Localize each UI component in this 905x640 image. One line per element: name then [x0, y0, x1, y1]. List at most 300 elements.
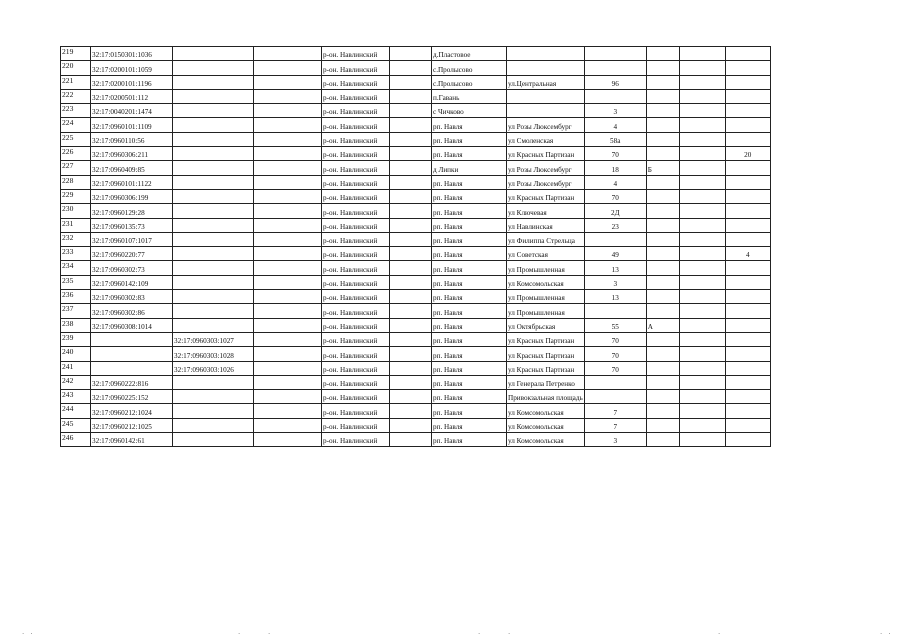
house-number-cell	[584, 375, 646, 389]
empty-cell	[679, 61, 725, 75]
district-cell: р-он. Навлинский	[322, 161, 390, 175]
extra-number-cell	[725, 332, 770, 346]
row-number: 224	[61, 118, 91, 132]
empty-cell	[679, 247, 725, 261]
empty-cell	[254, 118, 322, 132]
empty-cell	[254, 433, 322, 447]
cadastral-number	[91, 361, 173, 375]
locality-cell: с.Пролысово	[432, 75, 507, 89]
table-row	[61, 218, 771, 232]
empty-cell	[390, 161, 432, 175]
row-number: 222	[61, 89, 91, 103]
table-row	[61, 104, 771, 118]
address-register-table	[60, 46, 771, 447]
empty-cell	[254, 147, 322, 161]
row-number: 242	[61, 375, 91, 389]
cadastral-number: 32:17:0040201:1474	[91, 104, 173, 118]
empty-cell	[390, 390, 432, 404]
cadastral-number-secondary	[173, 175, 254, 189]
table-row	[61, 232, 771, 246]
locality-cell: рп. Навля	[432, 204, 507, 218]
extra-number-cell	[725, 118, 770, 132]
letter-cell	[646, 47, 679, 61]
extra-number-cell	[725, 375, 770, 389]
empty-cell	[254, 418, 322, 432]
row-number: 221	[61, 75, 91, 89]
extra-number-cell	[725, 433, 770, 447]
empty-cell	[679, 261, 725, 275]
empty-cell	[254, 404, 322, 418]
empty-cell	[679, 332, 725, 346]
empty-cell	[254, 375, 322, 389]
letter-cell	[646, 75, 679, 89]
district-cell: р-он. Навлинский	[322, 47, 390, 61]
letter-cell: Б	[646, 161, 679, 175]
empty-cell	[254, 390, 322, 404]
locality-cell: д Липки	[432, 161, 507, 175]
empty-cell	[390, 247, 432, 261]
house-number-cell	[584, 47, 646, 61]
empty-cell	[390, 361, 432, 375]
extra-number-cell	[725, 261, 770, 275]
street-cell: ул Навлинская	[507, 218, 585, 232]
table-row	[61, 189, 771, 203]
cadastral-number-secondary	[173, 161, 254, 175]
street-cell: ул Комсомольская	[507, 404, 585, 418]
extra-number-cell	[725, 104, 770, 118]
empty-cell	[390, 375, 432, 389]
district-cell: р-он. Навлинский	[322, 433, 390, 447]
district-cell: р-он. Навлинский	[322, 404, 390, 418]
house-number-cell: 3	[584, 433, 646, 447]
row-number: 237	[61, 304, 91, 318]
district-cell: р-он. Навлинский	[322, 375, 390, 389]
cadastral-number: 32:17:0960212:1025	[91, 418, 173, 432]
empty-cell	[390, 332, 432, 346]
street-cell: ул Красных Партизан	[507, 347, 585, 361]
empty-cell	[679, 347, 725, 361]
table-row	[61, 47, 771, 61]
locality-cell: рп. Навля	[432, 375, 507, 389]
empty-cell	[254, 232, 322, 246]
cadastral-number: 32:17:0960308:1014	[91, 318, 173, 332]
empty-cell	[679, 418, 725, 432]
table-row	[61, 147, 771, 161]
street-cell	[507, 61, 585, 75]
street-cell: ул Розы Люксембург	[507, 118, 585, 132]
empty-cell	[254, 104, 322, 118]
extra-number-cell	[725, 418, 770, 432]
cadastral-number-secondary	[173, 290, 254, 304]
empty-cell	[254, 347, 322, 361]
cadastral-number: 32:17:0960212:1024	[91, 404, 173, 418]
cadastral-number-secondary	[173, 275, 254, 289]
empty-cell	[254, 361, 322, 375]
locality-cell: рп. Навля	[432, 390, 507, 404]
locality-cell: д.Пластовое	[432, 47, 507, 61]
district-cell: р-он. Навлинский	[322, 175, 390, 189]
house-number-cell: 3	[584, 275, 646, 289]
cadastral-number-secondary	[173, 132, 254, 146]
district-cell: р-он. Навлинский	[322, 132, 390, 146]
letter-cell	[646, 347, 679, 361]
table-row	[61, 161, 771, 175]
table-row	[61, 375, 771, 389]
row-number: 246	[61, 433, 91, 447]
extra-number-cell: 4	[725, 247, 770, 261]
row-number: 241	[61, 361, 91, 375]
house-number-cell: 70	[584, 189, 646, 203]
extra-number-cell	[725, 175, 770, 189]
cadastral-number-secondary	[173, 61, 254, 75]
letter-cell	[646, 275, 679, 289]
locality-cell: рп. Навля	[432, 361, 507, 375]
empty-cell	[390, 147, 432, 161]
cadastral-number: 32:17:0960302:73	[91, 261, 173, 275]
table-body	[61, 47, 771, 447]
district-cell: р-он. Навлинский	[322, 290, 390, 304]
empty-cell	[254, 47, 322, 61]
empty-cell	[254, 204, 322, 218]
empty-cell	[679, 275, 725, 289]
letter-cell: А	[646, 318, 679, 332]
street-cell: ул.Центральная	[507, 75, 585, 89]
table-row	[61, 390, 771, 404]
extra-number-cell	[725, 89, 770, 103]
table-row	[61, 304, 771, 318]
locality-cell: рп. Навля	[432, 132, 507, 146]
empty-cell	[254, 332, 322, 346]
cadastral-number-secondary	[173, 204, 254, 218]
empty-cell	[679, 189, 725, 203]
cadastral-number-secondary	[173, 318, 254, 332]
row-number: 223	[61, 104, 91, 118]
letter-cell	[646, 204, 679, 218]
locality-cell: рп. Навля	[432, 332, 507, 346]
empty-cell	[254, 275, 322, 289]
house-number-cell: 7	[584, 404, 646, 418]
extra-number-cell	[725, 204, 770, 218]
street-cell: ул Промышленная	[507, 261, 585, 275]
street-cell: ул Советская	[507, 247, 585, 261]
empty-cell	[679, 218, 725, 232]
house-number-cell: 70	[584, 332, 646, 346]
letter-cell	[646, 232, 679, 246]
cadastral-number-secondary: 32:17:0960303:1026	[173, 361, 254, 375]
extra-number-cell	[725, 218, 770, 232]
cadastral-number: 32:17:0960306:211	[91, 147, 173, 161]
empty-cell	[679, 161, 725, 175]
empty-cell	[254, 189, 322, 203]
empty-cell	[390, 304, 432, 318]
street-cell: ул Смоленская	[507, 132, 585, 146]
extra-number-cell	[725, 404, 770, 418]
house-number-cell: 23	[584, 218, 646, 232]
empty-cell	[679, 89, 725, 103]
locality-cell: рп. Навля	[432, 218, 507, 232]
empty-cell	[679, 304, 725, 318]
street-cell: ул Комсомольская	[507, 433, 585, 447]
district-cell: р-он. Навлинский	[322, 247, 390, 261]
extra-number-cell	[725, 275, 770, 289]
empty-cell	[679, 318, 725, 332]
street-cell: ул Промышленная	[507, 290, 585, 304]
row-number: 220	[61, 61, 91, 75]
letter-cell	[646, 418, 679, 432]
house-number-cell	[584, 232, 646, 246]
letter-cell	[646, 304, 679, 318]
street-cell: ул Филиппа Стрельца	[507, 232, 585, 246]
cadastral-number: 32:17:0960222:816	[91, 375, 173, 389]
district-cell: р-он. Навлинский	[322, 347, 390, 361]
locality-cell: рп. Навля	[432, 175, 507, 189]
district-cell: р-он. Навлинский	[322, 204, 390, 218]
house-number-cell	[584, 61, 646, 75]
house-number-cell: 13	[584, 290, 646, 304]
empty-cell	[390, 89, 432, 103]
district-cell: р-он. Навлинский	[322, 275, 390, 289]
empty-cell	[390, 132, 432, 146]
empty-cell	[254, 89, 322, 103]
empty-cell	[679, 47, 725, 61]
district-cell: р-он. Навлинский	[322, 261, 390, 275]
locality-cell: рп. Навля	[432, 261, 507, 275]
house-number-cell: 70	[584, 147, 646, 161]
cadastral-number-secondary: 32:17:0960303:1028	[173, 347, 254, 361]
cadastral-number: 32:17:0960225:152	[91, 390, 173, 404]
house-number-cell: 4	[584, 175, 646, 189]
table-row	[61, 261, 771, 275]
table-row	[61, 290, 771, 304]
house-number-cell: 58а	[584, 132, 646, 146]
letter-cell	[646, 390, 679, 404]
empty-cell	[390, 75, 432, 89]
cadastral-number-secondary	[173, 404, 254, 418]
locality-cell: рп. Навля	[432, 147, 507, 161]
locality-cell: рп. Навля	[432, 304, 507, 318]
row-number: 225	[61, 132, 91, 146]
row-number: 232	[61, 232, 91, 246]
letter-cell	[646, 118, 679, 132]
district-cell: р-он. Навлинский	[322, 118, 390, 132]
empty-cell	[679, 204, 725, 218]
row-number: 226	[61, 147, 91, 161]
row-number: 228	[61, 175, 91, 189]
cadastral-number: 32:17:0960129:28	[91, 204, 173, 218]
table-row	[61, 275, 771, 289]
table-row	[61, 118, 771, 132]
extra-number-cell	[725, 390, 770, 404]
letter-cell	[646, 189, 679, 203]
empty-cell	[254, 247, 322, 261]
district-cell: р-он. Навлинский	[322, 332, 390, 346]
letter-cell	[646, 375, 679, 389]
empty-cell	[254, 61, 322, 75]
empty-cell	[390, 275, 432, 289]
empty-cell	[679, 118, 725, 132]
street-cell: ул Генерала Петренко	[507, 375, 585, 389]
cadastral-number: 32:17:0960220:77	[91, 247, 173, 261]
empty-cell	[254, 290, 322, 304]
cadastral-number: 32:17:0960142:61	[91, 433, 173, 447]
street-cell: ул Октябрьская	[507, 318, 585, 332]
locality-cell: рп. Навля	[432, 290, 507, 304]
row-number: 227	[61, 161, 91, 175]
table-row	[61, 75, 771, 89]
empty-cell	[679, 375, 725, 389]
row-number: 233	[61, 247, 91, 261]
cadastral-number-secondary	[173, 247, 254, 261]
empty-cell	[679, 132, 725, 146]
district-cell: р-он. Навлинский	[322, 218, 390, 232]
house-number-cell: 49	[584, 247, 646, 261]
cadastral-number: 32:17:0200101:1059	[91, 61, 173, 75]
cadastral-number-secondary	[173, 375, 254, 389]
street-cell: ул Розы Люксембург	[507, 175, 585, 189]
locality-cell: рп. Навля	[432, 347, 507, 361]
empty-cell	[254, 304, 322, 318]
empty-cell	[254, 161, 322, 175]
district-cell: р-он. Навлинский	[322, 418, 390, 432]
cadastral-number-secondary	[173, 47, 254, 61]
house-number-cell: 70	[584, 347, 646, 361]
cadastral-number: 32:17:0960135:73	[91, 218, 173, 232]
district-cell: р-он. Навлинский	[322, 75, 390, 89]
extra-number-cell	[725, 61, 770, 75]
street-cell	[507, 47, 585, 61]
street-cell	[507, 104, 585, 118]
table-row	[61, 433, 771, 447]
cadastral-number-secondary	[173, 189, 254, 203]
row-number: 239	[61, 332, 91, 346]
empty-cell	[679, 232, 725, 246]
cadastral-number	[91, 332, 173, 346]
house-number-cell: 70	[584, 361, 646, 375]
cadastral-number-secondary	[173, 147, 254, 161]
table-row	[61, 61, 771, 75]
district-cell: р-он. Навлинский	[322, 89, 390, 103]
cadastral-number: 32:17:0960110:56	[91, 132, 173, 146]
extra-number-cell	[725, 290, 770, 304]
locality-cell: рп. Навля	[432, 232, 507, 246]
empty-cell	[679, 75, 725, 89]
street-cell: ул Красных Партизан	[507, 361, 585, 375]
cadastral-number: 32:17:0200501:112	[91, 89, 173, 103]
street-cell: ул Комсомольская	[507, 275, 585, 289]
letter-cell	[646, 361, 679, 375]
district-cell: р-он. Навлинский	[322, 318, 390, 332]
empty-cell	[390, 175, 432, 189]
cadastral-number: 32:17:0960142:109	[91, 275, 173, 289]
empty-cell	[679, 390, 725, 404]
extra-number-cell	[725, 132, 770, 146]
row-number: 238	[61, 318, 91, 332]
letter-cell	[646, 147, 679, 161]
street-cell	[507, 89, 585, 103]
cadastral-number-secondary	[173, 75, 254, 89]
empty-cell	[254, 261, 322, 275]
table-row	[61, 404, 771, 418]
locality-cell: п.Гавань	[432, 89, 507, 103]
empty-cell	[390, 404, 432, 418]
district-cell: р-он. Навлинский	[322, 189, 390, 203]
letter-cell	[646, 132, 679, 146]
cadastral-number: 32:17:0960107:1017	[91, 232, 173, 246]
row-number: 234	[61, 261, 91, 275]
empty-cell	[390, 261, 432, 275]
extra-number-cell	[725, 75, 770, 89]
district-cell: р-он. Навлинский	[322, 361, 390, 375]
extra-number-cell	[725, 189, 770, 203]
scan-artifacts: . . . . . . . . .	[22, 628, 893, 636]
empty-cell	[390, 61, 432, 75]
cadastral-number	[91, 347, 173, 361]
empty-cell	[254, 218, 322, 232]
house-number-cell: 4	[584, 118, 646, 132]
cadastral-number: 32:17:0960302:86	[91, 304, 173, 318]
district-cell: р-он. Навлинский	[322, 390, 390, 404]
cadastral-number-secondary	[173, 218, 254, 232]
cadastral-number: 32:17:0960302:83	[91, 290, 173, 304]
empty-cell	[679, 147, 725, 161]
street-cell: ул Розы Люксембург	[507, 161, 585, 175]
letter-cell	[646, 104, 679, 118]
locality-cell: рп. Навля	[432, 318, 507, 332]
cadastral-number-secondary	[173, 232, 254, 246]
house-number-cell	[584, 89, 646, 103]
table-row	[61, 361, 771, 375]
letter-cell	[646, 89, 679, 103]
empty-cell	[390, 47, 432, 61]
cadastral-number: 32:17:0960409:85	[91, 161, 173, 175]
district-cell: р-он. Навлинский	[322, 61, 390, 75]
street-cell: ул Комсомольская	[507, 418, 585, 432]
row-number: 243	[61, 390, 91, 404]
row-number: 235	[61, 275, 91, 289]
empty-cell	[390, 347, 432, 361]
empty-cell	[679, 433, 725, 447]
row-number: 236	[61, 290, 91, 304]
letter-cell	[646, 290, 679, 304]
row-number: 229	[61, 189, 91, 203]
extra-number-cell	[725, 304, 770, 318]
empty-cell	[254, 318, 322, 332]
cadastral-number: 32:17:0150301:1036	[91, 47, 173, 61]
extra-number-cell	[725, 47, 770, 61]
empty-cell	[254, 75, 322, 89]
locality-cell: с.Пролысово	[432, 61, 507, 75]
table-row	[61, 89, 771, 103]
row-number: 231	[61, 218, 91, 232]
locality-cell: рп. Навля	[432, 118, 507, 132]
cadastral-number-secondary	[173, 418, 254, 432]
locality-cell: с Чичково	[432, 104, 507, 118]
empty-cell	[390, 232, 432, 246]
empty-cell	[254, 132, 322, 146]
empty-cell	[679, 361, 725, 375]
extra-number-cell	[725, 318, 770, 332]
row-number: 244	[61, 404, 91, 418]
table-row	[61, 418, 771, 432]
house-number-cell	[584, 390, 646, 404]
cadastral-number: 32:17:0200101:1196	[91, 75, 173, 89]
empty-cell	[679, 290, 725, 304]
table-row	[61, 318, 771, 332]
letter-cell	[646, 175, 679, 189]
cadastral-number-secondary	[173, 433, 254, 447]
house-number-cell	[584, 304, 646, 318]
street-cell: Привокзальная площадь	[507, 390, 585, 404]
